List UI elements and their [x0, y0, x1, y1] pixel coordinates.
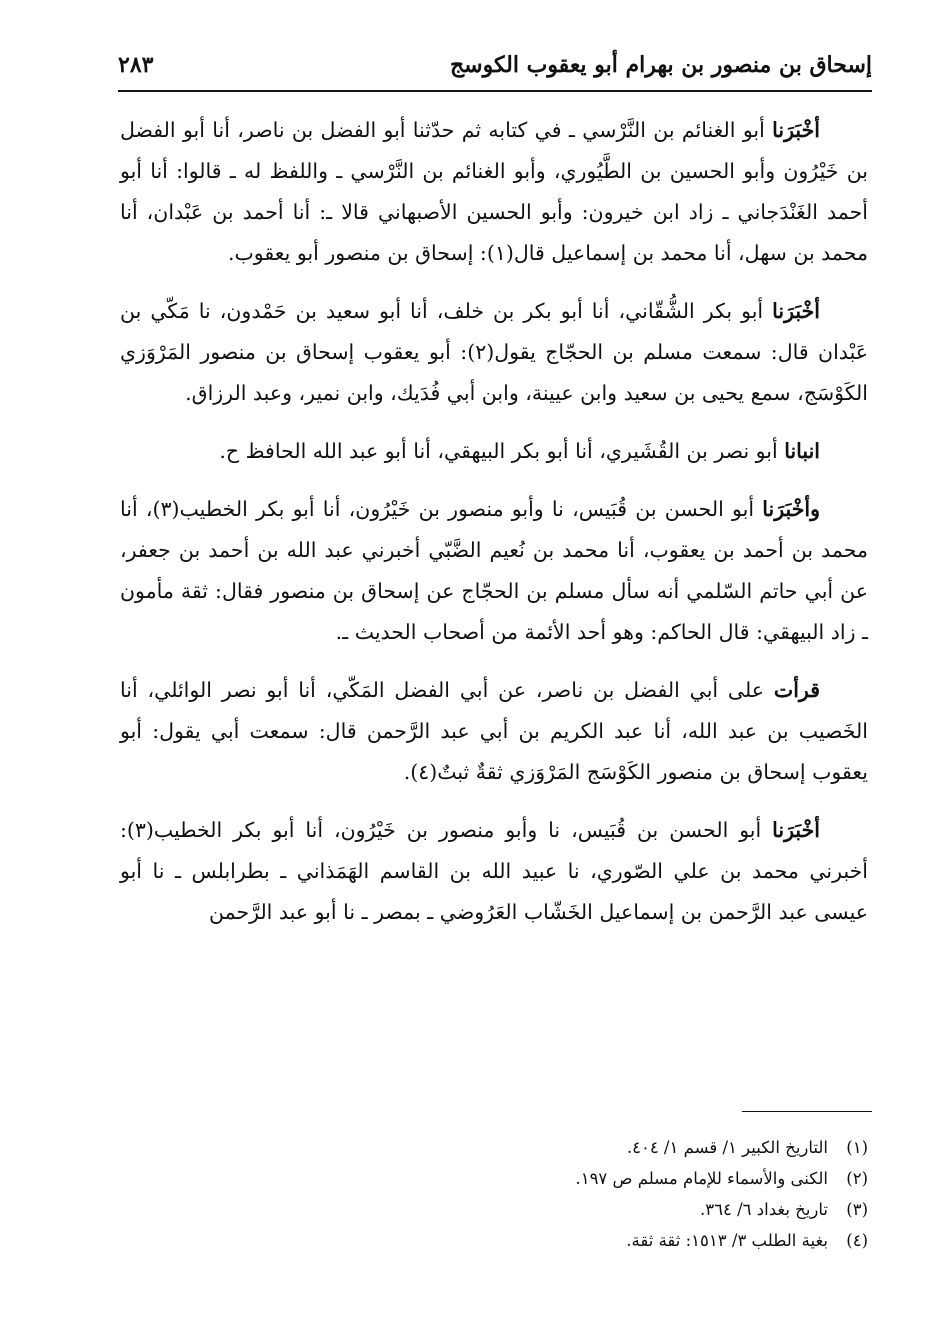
paragraph — [120, 110, 868, 274]
footnote-number: (٢) — [846, 1169, 868, 1188]
paragraph-text: أبو الحسن بن قُبَيس، نا وأبو منصور بن خَيْرُون، أنا أبو بكر الخطيب(٣): أخبرني محمد بن علي الصّوري، نا عبيد الله بن القاسم الهَمَذاني ـ بطرابلس ـ نا أبو عيسى عبد الرَّحمن بن إسماعيل الخَشّاب العَرُوضي ـ بمصر ـ نا أبو عبد الرَّحمن — [120, 818, 868, 924]
paragraph-lead-word: أخْبَرَنا — [772, 299, 820, 323]
paragraph-text: أبو بكر الشُّقّاني، أنا أبو بكر بن خلف، أنا أبو سعيد بن حَمْدون، نا مَكّي بن عَبْدان قال: سمعت مسلم بن الحجّاج يقول(٢): أبو يعقوب إسحاق بن منصور المَرْوَزي الكَوْسَج، سمع يحيى بن سعيد وابن عيينة، وابن أبي فُدَيك، وابن نمير، وعبد الرزاق. — [120, 299, 868, 405]
header-rule — [118, 90, 872, 92]
main-text — [120, 110, 868, 950]
footnote-text: الكنى والأسماء للإمام مسلم ص ١٩٧. — [575, 1169, 828, 1188]
footnote-text: بغية الطلب ٣/ ١٥١٣: ثقة ثقة. — [626, 1231, 828, 1250]
footnotes — [200, 1132, 868, 1256]
footnote — [200, 1163, 868, 1194]
footnote-text: تاريخ بغداد ٦/ ٣٦٤. — [700, 1200, 828, 1219]
paragraph — [120, 489, 868, 653]
page-number: ٢٨٣ — [118, 52, 154, 78]
footnote-number: (٣) — [846, 1200, 868, 1219]
paragraph — [120, 291, 868, 414]
footnote-number: (١) — [846, 1138, 868, 1157]
paragraph-text: أبو الغنائم بن النَّرْسي ـ في كتابه ثم حدّثنا أبو الفضل بن ناصر، أنا أبو الفضل بن خَيْرُون وأبو الحسين بن الطَّيُوري، وأبو الغنائم بن النَّرْسي ـ واللفظ له ـ قالوا: أنا أبو أحمد الغَنْدَجاني ـ زاد ابن خيرون: وأبو الحسين الأصبهاني قالا ـ: أنا أحمد بن عَبْدان، أنا محمد بن سهل، أنا محمد بن إسماعيل قال(١): إسحاق بن منصور أبو يعقوب. — [120, 118, 868, 265]
footnote-text: التاريخ الكبير ١/ قسم ١/ ٤٠٤. — [626, 1138, 828, 1157]
paragraph-lead-word: أخْبَرَنا — [772, 118, 820, 142]
footnote-separator — [742, 1111, 872, 1112]
paragraph-text: أبو الحسن بن قُبَيس، نا وأبو منصور بن خَيْرُون، أنا أبو بكر الخطيب(٣)، أنا محمد بن أحمد بن يعقوب، أنا محمد بن نُعيم الضَّبّي أخبرني عبد الله بن أحمد بن جعفر، عن أبي حاتم السّلمي أنه سأل مسلم بن الحجّاج عن إسحاق بن منصور فقال: ثقة مأمون ـ زاد البيهقي: قال الحاكم: وهو أحد الأئمة من أصحاب الحديث ـ. — [120, 497, 868, 644]
paragraph-lead-word: أخْبَرَنا — [772, 818, 820, 842]
running-header — [118, 52, 872, 92]
paragraph — [120, 670, 868, 793]
paragraph — [120, 810, 868, 933]
footnote-number: (٤) — [846, 1231, 868, 1250]
paragraph — [120, 431, 868, 472]
running-header-title: إسحاق بن منصور بن بهرام أبو يعقوب الكوسج — [449, 52, 872, 78]
paragraph-text: أبو نصر بن القُشَيري، أنا أبو بكر البيهقي، أنا أبو عبد الله الحافظ ح. — [219, 439, 785, 463]
footnote — [200, 1225, 868, 1256]
paragraph-lead-word: وأخْبَرَنا — [762, 497, 820, 521]
paragraph-lead-word: قرأت — [773, 678, 820, 702]
paragraph-lead-word: انبانا — [784, 439, 820, 463]
footnote — [200, 1132, 868, 1163]
paragraph-text: على أبي الفضل بن ناصر، عن أبي الفضل المَكّي، أنا أبو نصر الوائلي، أنا الخَصيب بن عبد الله، أنا عبد الكريم بن أبي عبد الرَّحمن قال: سمعت أبي يقول: أبو يعقوب إسحاق بن منصور الكَوْسَج المَرْوَزي ثقةٌ ثبتٌ(٤). — [120, 678, 868, 784]
footnote — [200, 1194, 868, 1225]
